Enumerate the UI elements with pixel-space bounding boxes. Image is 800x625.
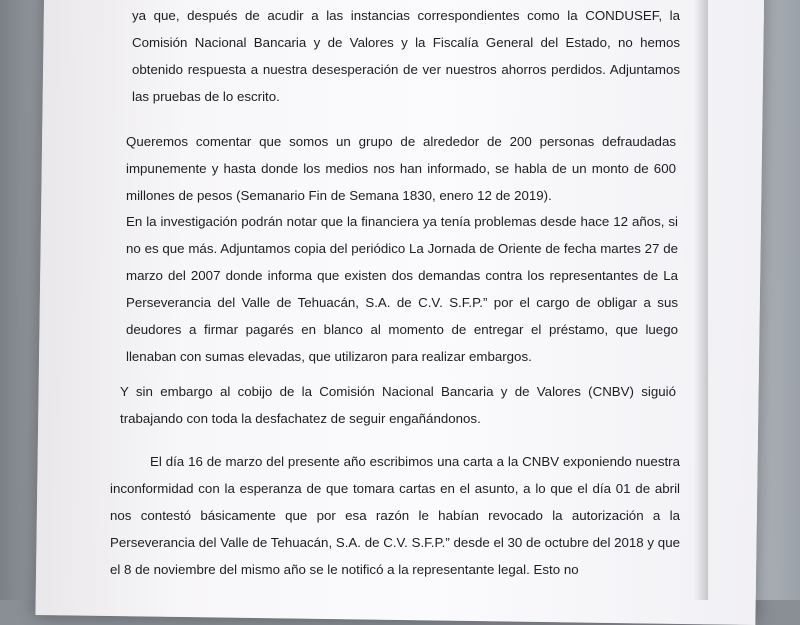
paragraph-4: Y sin embargo al cobijo de la Comisión Nacional Bancaria y de Valores (CNBV) siguió trabajando con toda la desfachatez de seguir engañándonos. [120,384,676,426]
page-edge-shadow [694,0,708,600]
paragraph-2: Queremos comentar que somos un grupo de alrededor de 200 personas defraudadas impunemente y hasta donde los medios nos han informado, se habla de un monto de 600 millones de pesos (Semanario Fin de Semana 1830, enero 12 de 2019). [126,134,676,203]
paragraph-5: El día 16 de marzo del presente año escribimos una carta a la CNBV exponiendo nuestra inconformidad con la esperanza de que tomara cartas en el asunto, a lo que el día 01 de abril nos contestó básicamente que por esa razón le habían revocado la autorización a la Perseverancia del Valle de Tehuacán, S.A. de C.V. S.F.P.” desde el 30 de octubre del 2018 y que el 8 de noviembre del mismo año se le notificó a la representante legal. Esto no [110,454,680,577]
paragraph-3: En la investigación podrán notar que la financiera ya tenía problemas desde hace 12 años, si no es que más. Adjuntamos copia del periódico La Jornada de Oriente de fecha martes 27 de marzo del 2007 donde informa que existen dos demandas contra los representantes de La Perseverancia del Valle de Tehuacán, S.A. de C.V. S.F.P.” por el cargo de obligar a sus deudores a firmar pagarés en blanco al momento de entregar el préstamo, que luego llenaban con sumas elevadas, que utilizaron para realizar embargos. [126,214,678,364]
paragraph-1: ya que, después de acudir a las instancias correspondientes como la CONDUSEF, la Comisión Nacional Bancaria y de Valores y la Fiscalía General del Estado, no hemos obtenido respuesta a nuestra desesperación de ver nuestros ahorros perdidos. Adjuntamos las pruebas de lo escrito. [132,8,680,104]
